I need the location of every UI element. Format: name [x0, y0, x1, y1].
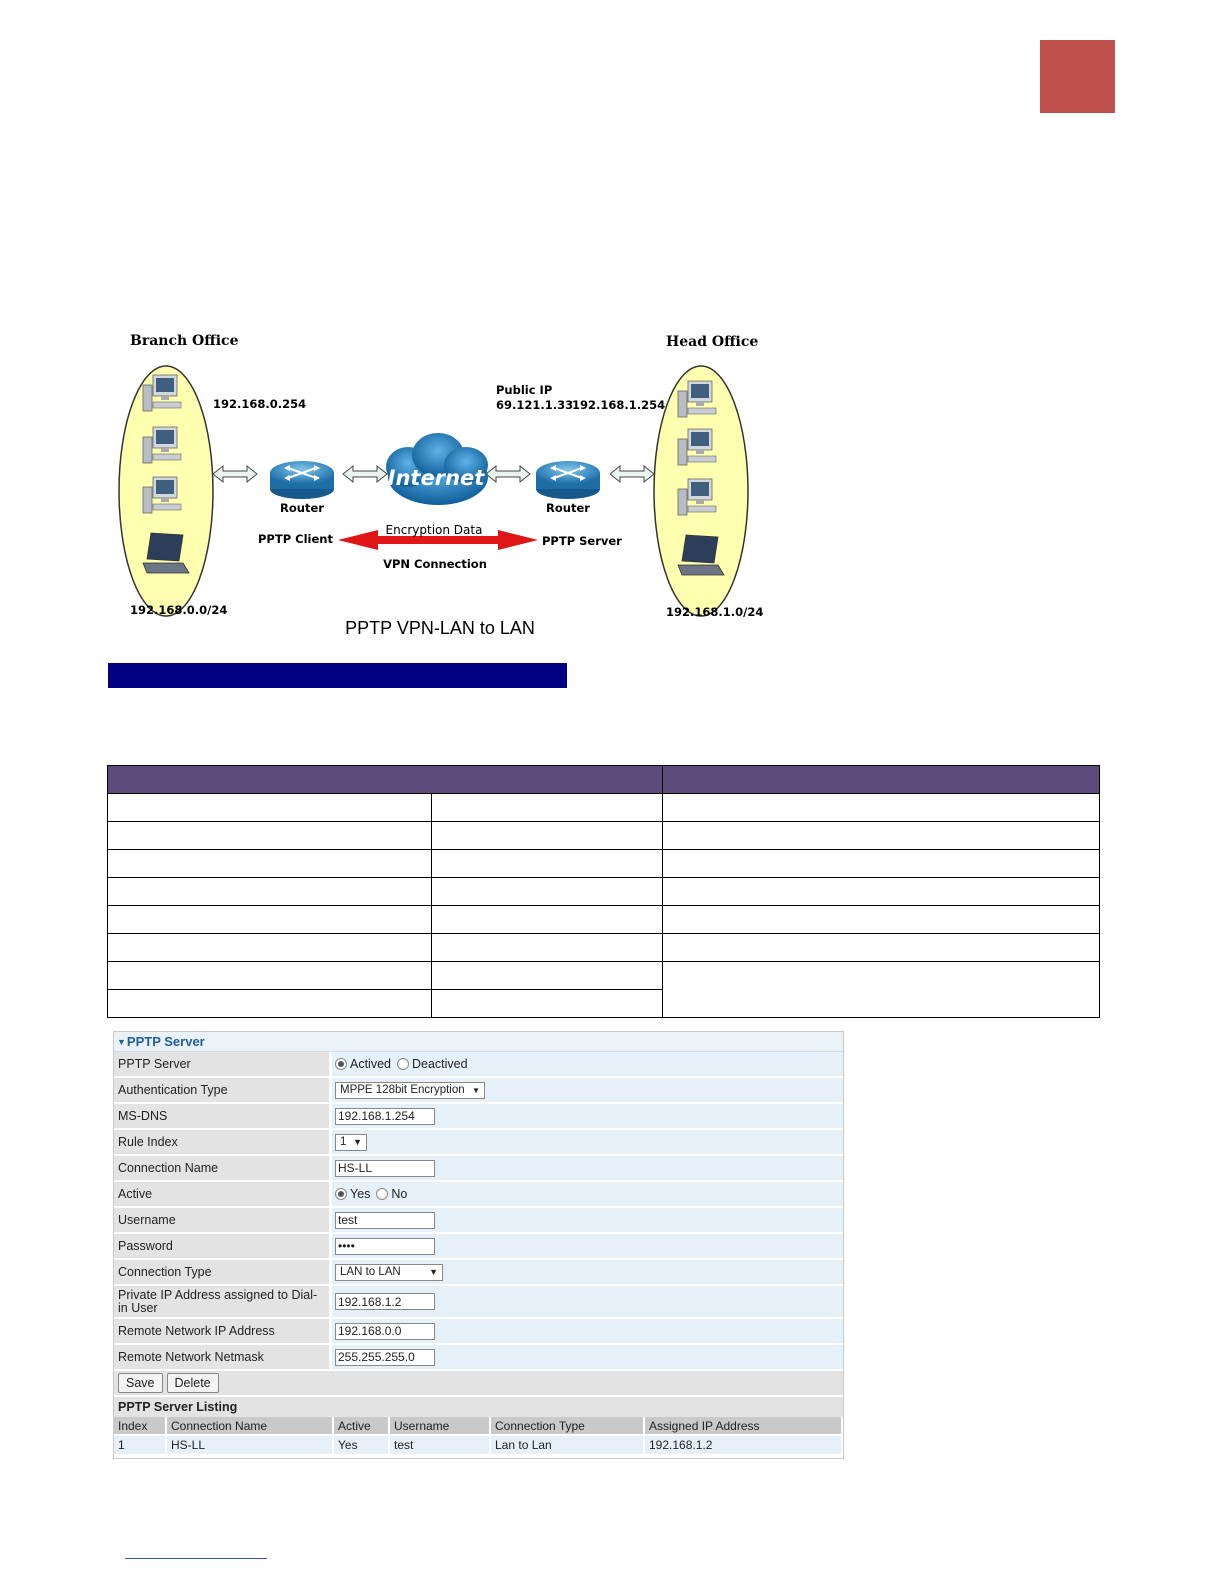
delete-button[interactable]: Delete — [167, 1373, 219, 1393]
table-cell: Yes — [333, 1435, 389, 1454]
form-row-username — [114, 1208, 843, 1234]
branch-office-title: Branch Office — [130, 333, 239, 349]
head-gateway-ip: 192.168.1.254 — [572, 398, 666, 412]
ms-dns-input[interactable] — [335, 1108, 435, 1125]
column-header: Connection Name — [166, 1417, 333, 1435]
table-header-row — [108, 766, 1100, 794]
form-row-remote-ip — [114, 1319, 843, 1345]
form-row-ms-dns — [114, 1104, 843, 1130]
table-row — [108, 822, 1100, 850]
form-row-auth-type — [114, 1078, 843, 1104]
field-label: PPTP Server — [114, 1052, 329, 1076]
select-value: LAN to LAN — [340, 1266, 401, 1278]
radio-yes[interactable] — [335, 1188, 347, 1200]
table-cell: test — [389, 1435, 490, 1454]
configuration-table — [107, 765, 1100, 1018]
radio-label: Yes — [350, 1187, 371, 1201]
form-row-connection-type — [114, 1260, 843, 1286]
rule-index-select[interactable] — [335, 1134, 367, 1151]
connection-name-input[interactable] — [335, 1160, 435, 1177]
pptp-server-listing-table — [114, 1417, 843, 1454]
table-cell: Lan to Lan — [490, 1435, 644, 1454]
diagram-caption: PPTP VPN-LAN to LAN — [345, 618, 535, 638]
form-row-active — [114, 1182, 843, 1208]
table-row — [108, 878, 1100, 906]
pptp-client-label: PPTP Client — [258, 532, 333, 546]
field-label: Rule Index — [114, 1130, 329, 1154]
head-office-title: Head Office — [666, 334, 759, 350]
table-cell: 192.168.1.2 — [644, 1435, 842, 1454]
public-ip-label: Public IP — [496, 383, 553, 397]
column-header: Assigned IP Address — [644, 1417, 842, 1435]
table-row — [108, 906, 1100, 934]
field-label: MS-DNS — [114, 1104, 329, 1128]
link-arrow-icon — [486, 466, 530, 482]
form-row-connection-name — [114, 1156, 843, 1182]
table-cell: HS-LL — [166, 1435, 333, 1454]
dropdown-arrow-icon: ▼ — [353, 1137, 362, 1147]
branch-subnet-label: 192.168.0.0/24 — [130, 603, 228, 617]
public-ip-value: 69.121.1.33 — [496, 398, 574, 412]
field-label: Username — [114, 1208, 329, 1232]
table-row — [108, 794, 1100, 822]
form-row-remote-netmask — [114, 1345, 843, 1371]
remote-ip-input[interactable] — [335, 1323, 435, 1340]
collapse-triangle-icon[interactable]: ▼ — [117, 1037, 126, 1047]
form-row-pptp-server — [114, 1052, 843, 1078]
form-row-password — [114, 1234, 843, 1260]
select-value: 1 — [340, 1136, 347, 1148]
field-label: Remote Network Netmask — [114, 1345, 329, 1369]
private-ip-input[interactable] — [335, 1293, 435, 1310]
connection-type-select[interactable] — [335, 1264, 443, 1281]
table-row — [108, 962, 1100, 990]
radio-deactived[interactable] — [397, 1058, 409, 1070]
form-row-private-ip — [114, 1286, 843, 1319]
table-row — [108, 850, 1100, 878]
pptp-lan-to-lan-diagram — [108, 325, 768, 645]
remote-netmask-input[interactable] — [335, 1349, 435, 1366]
field-label: Private IP Address assigned to Dial-in User — [114, 1286, 329, 1317]
encryption-label: Encryption Data — [385, 523, 483, 537]
listing-title: PPTP Server Listing — [114, 1397, 843, 1417]
section-heading-bar — [108, 663, 567, 688]
router-left-icon — [270, 461, 334, 499]
radio-label: No — [391, 1187, 408, 1201]
link-arrow-icon — [610, 466, 654, 482]
auth-type-select[interactable] — [335, 1082, 485, 1099]
save-button[interactable]: Save — [118, 1373, 163, 1393]
pptp-server-panel — [113, 1031, 844, 1459]
form-row-rule-index — [114, 1130, 843, 1156]
pptp-server-panel-header[interactable] — [114, 1032, 843, 1052]
form-actions — [114, 1371, 843, 1397]
column-header: Username — [389, 1417, 490, 1435]
table-row[interactable] — [114, 1435, 842, 1454]
column-header: Index — [114, 1417, 166, 1435]
listing-header-row — [114, 1417, 842, 1435]
branch-gateway-ip: 192.168.0.254 — [213, 397, 307, 411]
pptp-server-label: PPTP Server — [542, 534, 622, 548]
link-arrow-icon — [343, 466, 387, 482]
table-row — [108, 934, 1100, 962]
password-input[interactable] — [335, 1238, 435, 1255]
panel-title: PPTP Server — [126, 1034, 205, 1049]
radio-label: Deactived — [412, 1057, 468, 1071]
field-label: Authentication Type — [114, 1078, 329, 1102]
page-corner-tab — [1040, 40, 1115, 113]
link-arrow-icon — [213, 466, 257, 482]
router-left-label: Router — [280, 501, 324, 515]
column-header: Connection Type — [490, 1417, 644, 1435]
field-label: Connection Name — [114, 1156, 329, 1180]
field-label: Remote Network IP Address — [114, 1319, 329, 1343]
radio-no[interactable] — [376, 1188, 388, 1200]
vpn-connection-label: VPN Connection — [383, 557, 487, 571]
column-header: Active — [333, 1417, 389, 1435]
username-input[interactable] — [335, 1212, 435, 1229]
head-subnet-label: 192.168.1.0/24 — [666, 605, 764, 619]
radio-actived[interactable] — [335, 1058, 347, 1070]
footer-link-underline[interactable] — [125, 1558, 267, 1559]
select-value: MPPE 128bit Encryption — [340, 1084, 465, 1096]
table-cell: 1 — [114, 1435, 166, 1454]
internet-label: Internet — [387, 466, 485, 490]
router-right-icon — [536, 461, 600, 499]
dropdown-arrow-icon: ▼ — [429, 1267, 438, 1277]
radio-label: Actived — [350, 1057, 391, 1071]
router-right-label: Router — [546, 501, 590, 515]
field-label: Connection Type — [114, 1260, 329, 1284]
field-label: Password — [114, 1234, 329, 1258]
field-label: Active — [114, 1182, 329, 1206]
dropdown-arrow-icon: ▼ — [472, 1085, 480, 1095]
